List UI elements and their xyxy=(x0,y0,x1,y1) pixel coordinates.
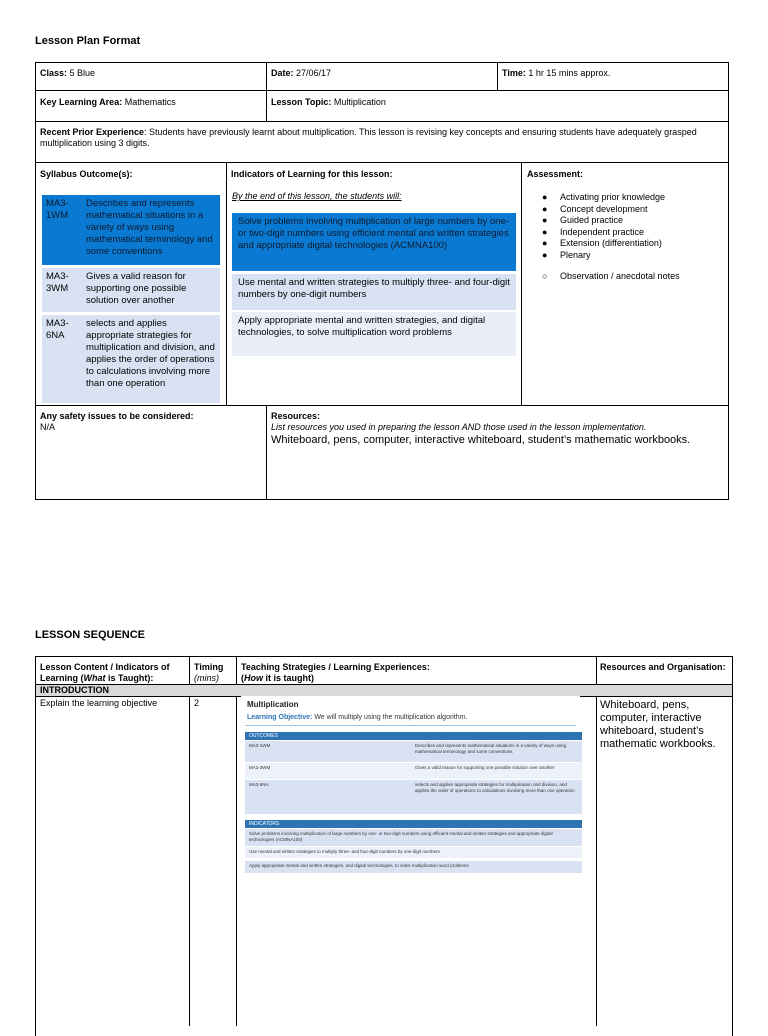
class-label: Class: xyxy=(40,68,68,78)
class-value: 5 Blue xyxy=(69,68,96,78)
safety-value: N/A xyxy=(40,422,56,432)
outcome-row xyxy=(42,268,220,312)
slide-outcome-row xyxy=(245,780,582,814)
assessment-list xyxy=(530,192,725,283)
kla-label: Key Learning Area: xyxy=(40,97,123,107)
outcome-code: MA3-1WM xyxy=(42,195,82,265)
slide-outcomes-head: OUTCOMES xyxy=(245,732,582,740)
row-content: Explain the learning objective xyxy=(40,698,158,708)
syllabus-heading: Syllabus Outcome(s): xyxy=(40,169,133,179)
outcome-row xyxy=(42,195,220,265)
slide-outcome-text: Describes and represents mathematical situations in a variety of ways using mathematical terminology and some conventions xyxy=(415,743,567,754)
outcome-row xyxy=(42,315,220,403)
outcome-text: Gives a valid reason for supporting one possible solution over another xyxy=(82,268,220,312)
assessment-item-label: Extension (differentiation) xyxy=(560,238,662,248)
indicator-item: Use mental and written strategies to multiply three- and four-digit numbers by one-digit numbers xyxy=(232,274,516,310)
header-content-end: is Taught): xyxy=(105,673,154,683)
assessment-item xyxy=(530,238,725,250)
slide-outcome-code: MA3-6NA xyxy=(249,782,269,787)
sequence-title: LESSON SEQUENCE xyxy=(35,629,146,641)
header-strategies xyxy=(241,662,591,684)
header-timing-unit: (mins) xyxy=(194,673,219,683)
header-timing-label: Timing xyxy=(194,662,224,672)
assessment-item xyxy=(530,250,725,262)
header-strategies-end: it is taught) xyxy=(263,673,314,683)
topic-value: Multiplication xyxy=(333,97,386,107)
slide-indicator: Apply appropriate mental and written strategies, and digital technologies, to solve multiplication word problems xyxy=(245,861,582,873)
slide-indicators-head: INDICATORS xyxy=(245,820,582,828)
assessment-item-label: Guided practice xyxy=(560,215,624,225)
assessment-item xyxy=(530,192,725,204)
outcome-code: MA3-6NA xyxy=(42,315,82,403)
assessment-heading: Assessment: xyxy=(527,169,584,179)
slide-rule xyxy=(245,725,576,726)
assessment-item-label: Independent practice xyxy=(560,226,645,237)
slide-objective xyxy=(247,714,467,721)
outcome-text: selects and applies appropriate strategies for multiplication and division, and applies the order of operations to calculations involving more than one operation xyxy=(82,315,220,403)
circle-bullet-icon: ○ xyxy=(542,271,548,281)
topic-field xyxy=(271,97,386,108)
header-strategies-em: How xyxy=(244,673,263,683)
time-label: Time: xyxy=(502,68,526,78)
indicators-heading: Indicators of Learning for this lesson: xyxy=(231,169,393,179)
slide-title: Multiplication xyxy=(247,700,299,709)
time-value: 1 hr 15 mins approx. xyxy=(528,68,611,78)
assessment-item-label: Activating prior knowledge xyxy=(560,192,666,202)
bullet-icon: ● xyxy=(542,215,548,225)
topic-label: Lesson Topic: xyxy=(271,97,332,107)
kla-field xyxy=(40,97,176,108)
date-field xyxy=(271,68,331,79)
slide-outcome-code: MA3-3WM xyxy=(249,765,271,770)
resources-heading: Resources: xyxy=(271,411,321,421)
multiplication-slide-image xyxy=(241,696,580,879)
prior-text: : Students have previously learnt about multiplication. This lesson is revising key concepts and ensuring students have adequately grasped multiplication using 3 digits. xyxy=(40,127,697,148)
row-resources: Whiteboard, pens, computer, interactive whiteboard, student’s mathematic workbooks. xyxy=(600,699,716,750)
assessment-subitem-label: Observation / anecdotal notes xyxy=(560,271,680,281)
slide-indicator: Use mental and written strategies to multiply three- and four-digit numbers by one-digit numbers xyxy=(245,847,582,858)
row-timing: 2 xyxy=(194,698,200,708)
time-field xyxy=(502,68,610,79)
assessment-item-label: Concept development xyxy=(560,203,648,214)
header-content xyxy=(40,662,186,684)
header-content-em: What xyxy=(83,673,106,683)
header-content-text: Lesson Content / Indicators of Learning ( xyxy=(40,662,170,683)
header-strategies-text: Teaching Strategies / Learning Experiences: xyxy=(241,662,430,672)
safety-heading: Any safety issues to be considered: xyxy=(40,411,194,421)
prior-experience xyxy=(40,127,725,149)
bullet-icon: ● xyxy=(542,226,548,237)
header-resources: Resources and Organisation: xyxy=(600,662,726,672)
date-value: 27/06/17 xyxy=(296,68,332,78)
kla-value: Mathematics xyxy=(124,97,176,107)
doc-title: Lesson Plan Format xyxy=(35,35,141,47)
section-introduction: INTRODUCTION xyxy=(40,685,109,695)
bullet-icon: ● xyxy=(542,192,548,202)
header-strategies-open: ( xyxy=(241,673,244,683)
prior-label: Recent Prior Experience xyxy=(40,127,145,137)
slide-objective-label: Learning Objective: xyxy=(247,714,313,721)
indicators-intro: By the end of this lesson, the students will: xyxy=(232,191,402,201)
slide-objective-text: We will multiply using the multiplication algorithm. xyxy=(314,714,468,721)
slide-outcome-text: selects and applies appropriate strategies for multiplication and division, and applies the order of operations to calculations involving more than one operation xyxy=(415,782,575,793)
header-timing xyxy=(194,662,223,684)
outcome-text: Describes and represents mathematical situations in a variety of ways using mathematical terminology and some conventions xyxy=(82,195,220,265)
resources-value: Whiteboard, pens, computer, interactive whiteboard, student’s mathematic workbooks. xyxy=(271,434,691,446)
indicator-item: Solve problems involving multiplication of large numbers by one- or two-digit numbers using efficient mental and written strategies and appropriate digital technologies (ACMNA100) xyxy=(232,213,516,271)
slide-outcome-row xyxy=(245,763,582,779)
outcome-code: MA3-3WM xyxy=(42,268,82,312)
bullet-icon: ● xyxy=(542,203,548,214)
assessment-subitem xyxy=(530,271,725,283)
slide-outcome-text: Gives a valid reason for supporting one possible solution over another xyxy=(415,765,555,770)
slide-indicator: Solve problems involving multiplication of large numbers by one- or two-digit numbers using efficient mental and written strategies and appropriate digital technologies (ACMNA100) xyxy=(245,829,582,846)
bullet-icon: ● xyxy=(542,238,548,248)
bullet-icon: ● xyxy=(542,249,548,260)
assessment-item xyxy=(530,215,725,227)
section-band xyxy=(36,684,732,696)
assessment-item xyxy=(530,227,725,239)
assessment-item xyxy=(530,204,725,216)
syllabus-outcomes xyxy=(42,192,220,406)
resources-note: List resources you used in preparing the lesson AND those used in the lesson implementation. xyxy=(271,422,647,432)
class-field xyxy=(40,68,95,79)
slide-outcome-row xyxy=(245,741,582,762)
assessment-item-label: Plenary xyxy=(560,249,591,260)
slide-outcome-code: MA3-1WM xyxy=(249,743,271,748)
indicator-item: Apply appropriate mental and written strategies, and digital technologies, to solve multiplication word problems xyxy=(232,312,516,356)
date-label: Date: xyxy=(271,68,294,78)
